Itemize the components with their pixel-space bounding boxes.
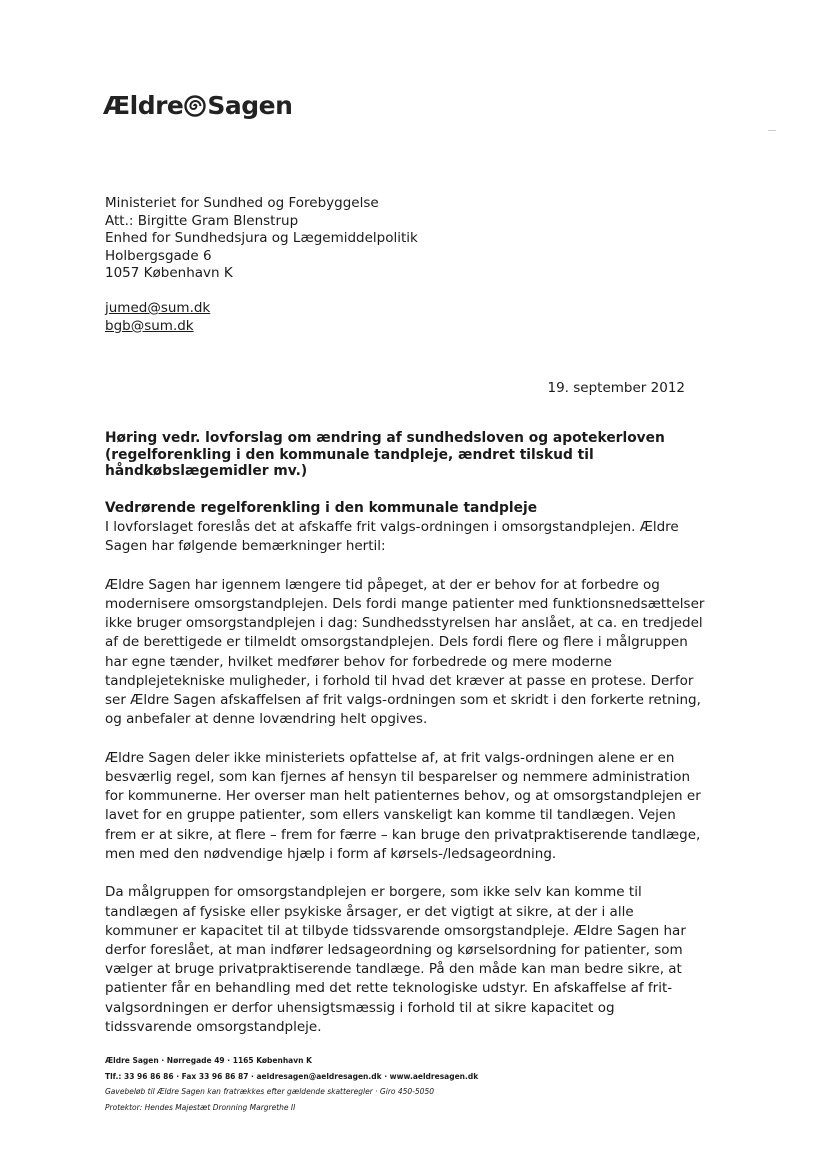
logo-text-right: Sagen	[207, 91, 293, 120]
recipient-address	[105, 195, 418, 283]
paragraph: I lovforslaget foreslås det at afskaffe frit valgs-ordningen i omsorgstandplejen. Ældre Sagen har følgende bemærkninger hertil:	[105, 519, 679, 555]
email-link[interactable]: bgb@sum.dk	[105, 317, 194, 334]
logo-text-left: Ældre	[103, 91, 184, 120]
spiral-logo-icon	[184, 95, 206, 117]
section-heading: Vedrørende regelforenkling i den kommunale tandpleje	[105, 500, 538, 516]
paragraph: Ældre Sagen har igennem længere tid påpeget, at der er behov for at forbedre og modernisere omsorgstandplejen. Dels fordi mange patienter med funktionsnedsættelser ikke bruger omsorgstandplejen i dag: Sundhedsstyrelsen har anslået, at ca. en tredjedel af de berettigede er tilmeldt omsorgstandplejen. Dels fordi flere og flere i målgruppen har egne tænder, hvilket medfører behov for forbedrede og mere moderne tandplejetekniske muligheder, i forhold til hvad det kræver at passe en protese. Derfor ser Ældre Sagen afskaffelsen af frit valgs-ordningen som et skridt i den forkerte retning, og anbefaler at denne lovændring helt opgives.	[105, 576, 705, 728]
paragraph: Da målgruppen for omsorgstandplejen er borgere, som ikke selv kan komme til tandlægen af fysiske eller psykiske årsager, er det vigtigt at sikre, at der i alle kommuner er kapacitet til at tilbyde tidssvarende omsorgstandpleje. Ældre Sagen har derfor foreslået, at man indfører ledsageordning og kørselsordning for patienter, som vælger at bruge privatpraktiserende tandlæge. På den måde kan man bedre sikre, at patienter får en behandling med det rette teknologiske udstyr. En afskaffelse af frit-valgsordningen er derfor uhensigtsmæssig i forhold til at sikre kapacitet og tidssvarende omsorgstandpleje.	[105, 884, 686, 1035]
email-link[interactable]: jumed@sum.dk	[105, 300, 211, 316]
footer-contact: Tlf.: 33 96 86 86 · Fax 33 96 86 87 · aeldresagen@aeldresagen.dk · www.aeldresagen.dk	[105, 1071, 479, 1081]
address-line: Holbergsgade 6	[105, 247, 212, 264]
subject-heading: Høring vedr. lovforslag om ændring af sundhedsloven og apotekerloven (regelforenkling i den kommunale tandpleje, ændret tilskud til håndkøbslægemidler mv.)	[105, 430, 665, 479]
footer-patron: Protektor: Hendes Majestæt Dronning Margrethe II	[105, 1102, 296, 1112]
letter-date: 19. september 2012	[547, 380, 685, 396]
footer-donation: Gavebeløb til Ældre Sagen kan fratrækkes efter gældende skatteregler · Giro 450-5050	[105, 1087, 434, 1096]
scan-mark	[768, 130, 776, 131]
address-line: Ministeriet for Sundhed og Forebyggelse	[105, 195, 379, 211]
address-line: Enhed for Sundhedsjura og Lægemiddelpolitik	[105, 230, 418, 246]
footer	[105, 1053, 478, 1115]
address-line: 1057 København K	[105, 265, 233, 281]
address-line: Att.: Birgitte Gram Blenstrup	[105, 212, 299, 229]
footer-address: Ældre Sagen · Nørregade 49 · 1165 København K	[105, 1056, 312, 1065]
recipient-emails	[105, 300, 210, 335]
logo	[103, 91, 292, 120]
paragraph: Ældre Sagen deler ikke ministeriets opfattelse af, at frit valgs-ordningen alene er en besværlig regel, som kan fjernes af hensyn til besparelser og nemmere administration for kommunerne. Her overser man helt patienternes behov, og at omsorgstandplejen er lavet for en gruppe patienter, som ellers vanskeligt kan komme til tandlægen. Vejen frem er at sikre, at flere – frem for færre – kan bruge den privatpraktiserende tandlæge, men med den nødvendige hjælp i form af kørsels-/ledsageordning.	[105, 749, 701, 862]
letter-body	[105, 499, 705, 1056]
